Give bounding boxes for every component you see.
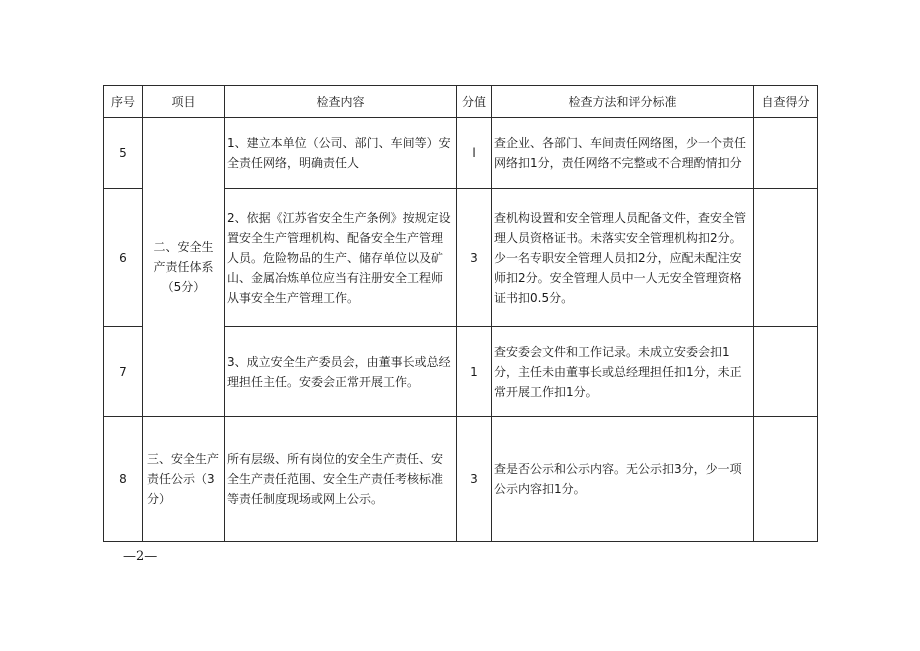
row-number: 7 bbox=[104, 327, 143, 417]
check-method: 查机构设置和安全管理人员配备文件，查安全管理人员资格证书。未落实安全管理机构扣2分。少一名专职安全管理人员扣2分，应配未配注安师扣2分。安全管理人员中一人无安全管理资格证书扣0.5分。 bbox=[492, 189, 754, 327]
check-method: 查安委会文件和工作记录。未成立安委会扣1分，主任未由董事长或总经理担任扣1分，未正常开展工作扣1分。 bbox=[492, 327, 754, 417]
item-cell: 三、安全生产责任公示（3分） bbox=[143, 417, 225, 542]
check-content: 所有层级、所有岗位的安全生产责任、安全生产责任范围、安全生产责任考核标准等责任制度现场或网上公示。 bbox=[225, 417, 457, 542]
header-no: 序号 bbox=[104, 86, 143, 118]
check-content: 3、成立安全生产委员会，由董事长或总经理担任主任。安委会正常开展工作。 bbox=[225, 327, 457, 417]
self-score-cell bbox=[754, 417, 818, 542]
table-row bbox=[104, 417, 818, 542]
header-content: 检查内容 bbox=[225, 86, 457, 118]
self-score-cell bbox=[754, 327, 818, 417]
score-value: 3 bbox=[457, 189, 492, 327]
score-value: 3 bbox=[457, 417, 492, 542]
row-number: 5 bbox=[104, 118, 143, 189]
header-score: 分值 bbox=[457, 86, 492, 118]
header-self-score: 自查得分 bbox=[754, 86, 818, 118]
check-method: 查是否公示和公示内容。无公示扣3分，少一项公示内容扣1分。 bbox=[492, 417, 754, 542]
self-score-cell bbox=[754, 118, 818, 189]
score-value: 1 bbox=[457, 327, 492, 417]
table-row bbox=[104, 118, 818, 189]
inspection-table bbox=[103, 85, 818, 542]
score-value: l bbox=[457, 118, 492, 189]
check-content: 2、依据《江苏省安全生产条例》按规定设置安全生产管理机构、配备安全生产管理人员。危险物品的生产、储存单位以及矿山、金属冶炼单位应当有注册安全工程师从事安全生产管理工作。 bbox=[225, 189, 457, 327]
table-header-row bbox=[104, 86, 818, 118]
group-item-cell: 二、安全生产责任体系（5分） bbox=[143, 118, 225, 417]
row-number: 6 bbox=[104, 189, 143, 327]
row-number: 8 bbox=[104, 417, 143, 542]
self-score-cell bbox=[754, 189, 818, 327]
page-number: —2— bbox=[123, 549, 158, 564]
header-method: 检查方法和评分标准 bbox=[492, 86, 754, 118]
check-method: 查企业、各部门、车间责任网络图，少一个责任网络扣1分，责任网络不完整或不合理酌情扣分 bbox=[492, 118, 754, 189]
check-content: 1、建立本单位（公司、部门、车间等）安全责任网络，明确责任人 bbox=[225, 118, 457, 189]
header-item: 项目 bbox=[143, 86, 225, 118]
